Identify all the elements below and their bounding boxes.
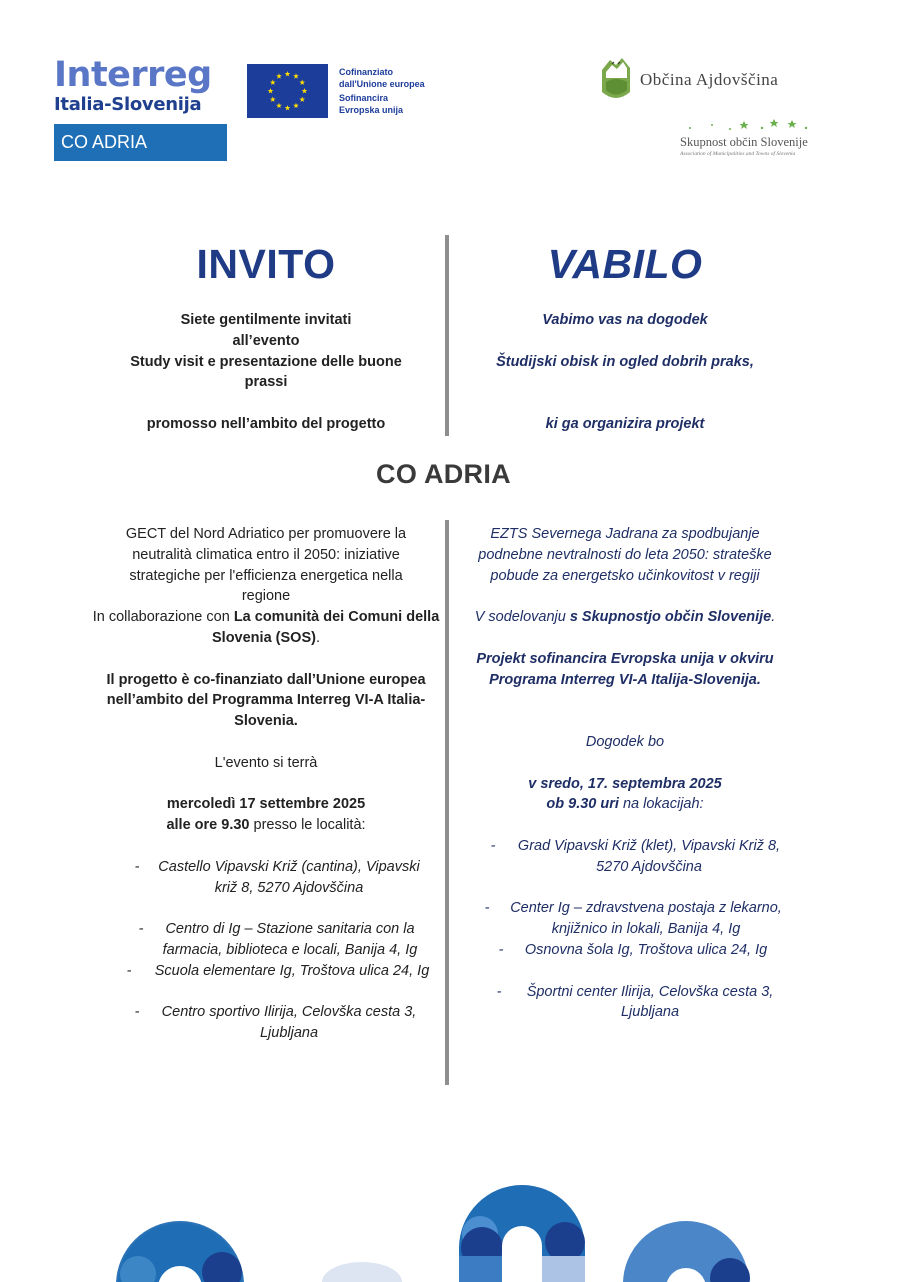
sl-location-2: Center Ig – zdravstvena postaja z lekarno, knjižnico in lokali, Banija 4, Ig (510, 900, 782, 938)
interreg-project-band: CO ADRIA (54, 124, 227, 161)
list-item (92, 919, 440, 961)
sl-event-time (460, 794, 790, 815)
it-event-date: mercoledì 17 settembre 2025 (166, 796, 366, 813)
arch-right (623, 1221, 750, 1282)
sl-location-4: Športni center Ilirija, Celovška cesta 3, Ljubljana (526, 983, 774, 1021)
it-collab-suffix: . (315, 629, 320, 646)
list-item (92, 857, 440, 899)
sl-collab-prefix: V sodelovanju (474, 609, 570, 626)
column-divider-bottom (445, 520, 449, 1085)
eu-line-3: Sofinancira (339, 93, 389, 103)
title-invito: INVITO (196, 241, 336, 287)
bullet-dash: - (138, 921, 144, 938)
eu-star (299, 80, 305, 85)
invite-slovenian-top (460, 238, 790, 435)
ajdovscina-crest-icon (600, 56, 632, 102)
it-intro-3: Study visit e presentazione delle buone prassi (130, 353, 402, 391)
sos-logo (678, 116, 818, 162)
eu-star (302, 88, 308, 93)
it-collab-partner: La comunità dei Comuni della Slovenia (SOS) (212, 609, 440, 646)
it-location-3: Scuola elementare Ig, Troštova ulica 24, Ig (154, 962, 430, 979)
column-divider-top (445, 235, 449, 436)
it-location-1: Castello Vipavski Križ (cantina), Vipavski križ 8, 5270 Ajdovščina (158, 858, 420, 896)
sl-event-date: v sredo, 17. septembra 2025 (528, 775, 722, 792)
obcina-name: Občina Ajdovščina (640, 70, 779, 89)
sl-intro-2: Študijski obisk in ogled dobrih praks, (496, 353, 754, 370)
it-collab-prefix: In collaborazione con (92, 609, 234, 626)
sl-collab-suffix: . (771, 609, 776, 626)
sos-stars-icon (678, 116, 818, 134)
sl-funding: Projekt sofinancira Evropska unija v okviru Programa Interreg VI-A Italija-Slovenija. (476, 650, 774, 688)
list-item (460, 836, 790, 878)
list-item (460, 940, 790, 961)
list-item (460, 898, 790, 940)
sl-intro-3: ki ga organizira projekt (545, 415, 705, 432)
it-event-intro: L'evento si terrà (214, 754, 318, 771)
eu-star (268, 88, 274, 93)
sos-subtitle: Association of Municipalities and Towns of Slovenia (680, 151, 796, 157)
eu-star (270, 80, 276, 85)
invite-slovenian-body (460, 524, 790, 1023)
interreg-brand: Interreg (54, 55, 212, 95)
sl-collab-partner: s Skupnostjo občin Slovenije (569, 609, 772, 626)
it-intro-1: Siete gentilmente invitati (180, 312, 352, 328)
bullet-dash: - (498, 941, 504, 958)
bullet-dash: - (126, 962, 132, 979)
sl-time-bold: ob 9.30 uri (546, 796, 619, 813)
eu-star (285, 105, 291, 110)
list-item (460, 982, 790, 1024)
sos-name: Skupnost občin Slovenije (680, 135, 808, 149)
eu-star (276, 73, 282, 78)
arch-faint (322, 1262, 402, 1282)
list-item (92, 961, 440, 982)
bullet-dash: - (134, 1004, 140, 1021)
it-collaboration (92, 607, 440, 649)
it-description: GECT del Nord Adriatico per promuovere la neutralità climatica entro il 2050: iniziative strategiche per l'efficienza energetica nella regione (125, 526, 407, 605)
sl-location-3: Osnovna šola Ig, Troštova ulica 24, Ig (524, 941, 768, 958)
it-event-time (92, 815, 440, 836)
eu-cofinancing-text (339, 66, 425, 116)
decorative-arches-graphic (0, 1170, 907, 1282)
eu-star (285, 71, 291, 76)
it-location-4: Centro sportivo Ilirija, Celovška cesta 3, Ljubljana (161, 1004, 417, 1042)
eu-star (293, 73, 299, 78)
it-time-rest: presso le località: (249, 817, 366, 834)
bullet-dash: - (484, 900, 490, 917)
invite-italian-top (90, 238, 442, 435)
eu-star (276, 103, 282, 108)
bullet-dash: - (134, 858, 140, 875)
title-vabilo: VABILO (547, 241, 703, 287)
it-time-bold: alle ore 9.30 (166, 817, 250, 834)
sl-location-1: Grad Vipavski Križ (klet), Vipavski Križ 8, 5270 Ajdovščina (517, 837, 781, 875)
sl-time-rest: na lokacijah: (618, 796, 704, 813)
eu-line-1: Cofinanziato (339, 67, 393, 77)
sl-event-intro: Dogodek bo (585, 733, 665, 750)
eu-line-2: dall'Unione europea (339, 79, 425, 89)
eu-line-4: Evropska unija (339, 105, 404, 115)
eu-flag-icon (247, 64, 328, 118)
sl-collaboration (460, 607, 790, 628)
sl-intro-1: Vabimo vas na dogodek (542, 312, 708, 328)
interreg-logo (54, 55, 227, 161)
eu-star (293, 103, 299, 108)
it-funding: Il progetto è co-finanziato dall’Unione europea nell’ambito del Programma Interreg VI-A Italia-Slovenia. (106, 671, 426, 730)
list-item (92, 1002, 440, 1044)
it-location-2: Centro di Ig – Stazione sanitaria con la farmacia, biblioteca e locali, Banija 4, Ig (162, 921, 418, 958)
invite-italian-body (90, 524, 442, 1044)
bullet-dash: - (496, 983, 502, 1000)
eu-star (299, 97, 305, 102)
sl-description: EZTS Severnega Jadrana za spodbujanje podnebne nevtralnosti do leta 2050: strateške pobude za energetsko učinkovitost v regiji (478, 526, 772, 584)
it-intro-2: all’evento (232, 332, 300, 349)
project-title: CO ADRIA (376, 459, 511, 489)
bullet-dash: - (490, 837, 496, 854)
eu-star (270, 97, 276, 102)
it-intro-4: promosso nell’ambito del progetto (146, 415, 386, 432)
arch-center (459, 1185, 585, 1282)
arch-left (116, 1221, 244, 1282)
interreg-region: Italia-Slovenija (54, 94, 202, 115)
